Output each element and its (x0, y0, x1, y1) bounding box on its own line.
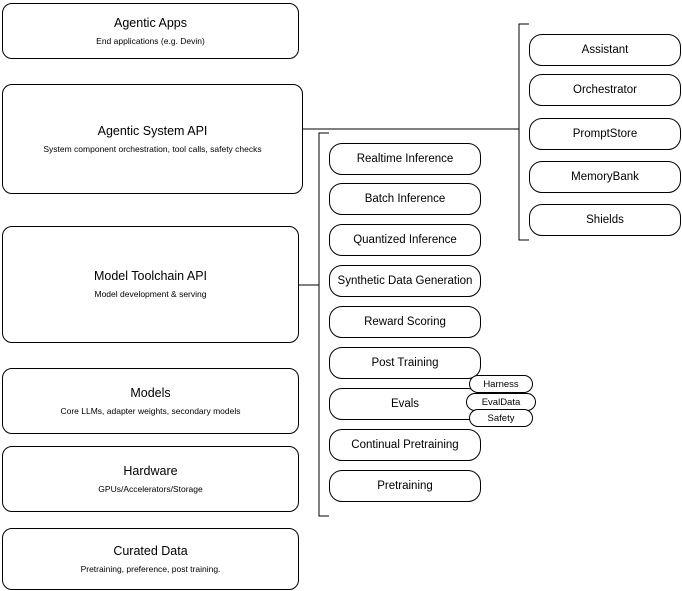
stack-layer-agentic-apps[interactable] (2, 3, 299, 59)
component-shields[interactable] (529, 204, 681, 236)
component-label: Batch Inference (364, 193, 446, 205)
stack-layer-subtitle: Core LLMs, adapter weights, secondary models (60, 405, 241, 416)
subcomponent-harness[interactable] (469, 375, 533, 393)
component-label: Pretraining (377, 480, 433, 492)
stack-layer-title: Hardware (123, 463, 178, 478)
component-label: Assistant (581, 44, 629, 56)
component-label: Shields (586, 214, 624, 226)
component-label: Realtime Inference (356, 153, 454, 165)
stack-layer-model-toolchain-api[interactable] (2, 226, 299, 343)
component-label: PromptStore (572, 128, 638, 140)
stack-layer-curated-data[interactable] (2, 528, 299, 590)
stack-layer-subtitle: System component orchestration, tool calls, safety checks (43, 143, 262, 154)
component-batch-inference[interactable] (329, 183, 481, 215)
subcomponent-label: Harness (483, 378, 519, 390)
subcomponent-label: Safety (487, 412, 515, 424)
stack-layer-title: Agentic Apps (114, 15, 187, 30)
stack-layer-hardware[interactable] (2, 446, 299, 512)
component-label: Quantized Inference (353, 234, 457, 246)
stack-layer-subtitle: Model development & serving (94, 289, 207, 299)
component-label: Orchestrator (573, 84, 637, 96)
stack-layer-models[interactable] (2, 368, 299, 434)
stack-layer-title: Agentic System API (97, 123, 208, 138)
stack-layer-subtitle: End applications (e.g. Devin) (96, 35, 205, 46)
component-orchestrator[interactable] (529, 74, 681, 106)
component-label: Synthetic Data Generation (337, 275, 473, 287)
component-label: MemoryBank (571, 171, 639, 183)
stack-layer-title: Model Toolchain API (93, 269, 208, 283)
subcomponent-label: EvalData (481, 396, 521, 408)
component-assistant[interactable] (529, 34, 681, 66)
stack-layer-agentic-system-api[interactable] (2, 84, 303, 194)
stack-layer-title: Models (130, 385, 171, 400)
component-post-training[interactable] (329, 347, 481, 379)
stack-layer-title: Curated Data (113, 543, 188, 558)
component-evals[interactable] (329, 388, 481, 420)
component-pretraining[interactable] (329, 470, 481, 502)
component-memorybank[interactable] (529, 161, 681, 193)
component-synthetic-data-generation[interactable] (329, 265, 481, 297)
stack-layer-subtitle: GPUs/Accelerators/Storage (98, 483, 203, 494)
component-label: Evals (390, 398, 420, 410)
stack-layer-subtitle: Pretraining, preference, post training. (80, 563, 221, 574)
component-quantized-inference[interactable] (329, 224, 481, 256)
component-realtime-inference[interactable] (329, 143, 481, 175)
component-continual-pretraining[interactable] (329, 429, 481, 461)
subcomponent-safety[interactable] (469, 409, 533, 427)
component-promptstore[interactable] (529, 118, 681, 150)
component-label: Reward Scoring (364, 316, 446, 328)
component-label: Continual Pretraining (351, 439, 459, 451)
component-label: Post Training (371, 357, 439, 369)
component-reward-scoring[interactable] (329, 306, 481, 338)
